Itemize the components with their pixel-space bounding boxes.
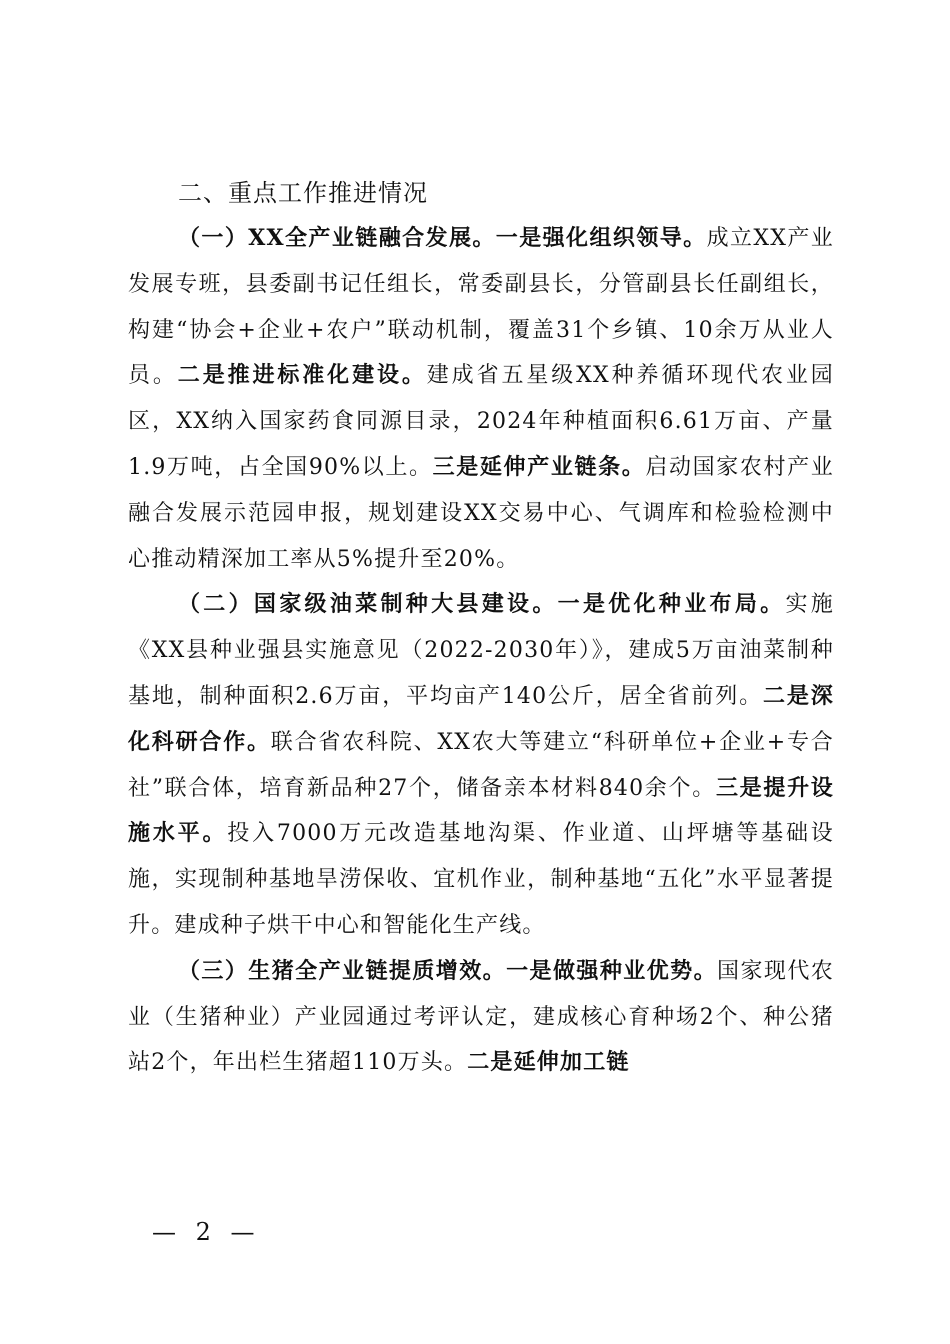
point-text: 国家现代农业（生猪种业）产业园通过考评认定，建成核心育种场2个、种公猪站2个，年出栏生猪超110万头。 xyxy=(128,958,834,1076)
point-lead: 二是推进标准化建设。 xyxy=(177,362,427,389)
paragraph-title: （一）XX全产业链融合发展。 xyxy=(178,225,496,251)
point-lead: 二是延伸加工链 xyxy=(467,1049,630,1076)
paragraph-title: （二）国家级油菜制种大县建设。 xyxy=(178,591,558,618)
section-heading: 二、重点工作推进情况 xyxy=(178,179,428,207)
paragraph-rapeseed-seed xyxy=(128,582,834,948)
document-body xyxy=(128,170,834,1086)
point-text: 实施《XX县种业强县实施意见（2022-2030年）》，建成5万亩油菜制种基地，制种面积2.6万亩，平均亩产140公斤，居全省前列。 xyxy=(128,592,834,709)
point-lead: 三是提升设施水平。 xyxy=(128,774,834,847)
point-lead: 二是深化科研合作。 xyxy=(128,682,834,755)
point-lead: 一是优化种业布局。 xyxy=(557,591,786,618)
paragraph-industry-chain xyxy=(128,216,834,582)
point-text: 联合省农科院、XX农大等建立“科研单位+企业+专合社”联合体，培育新品种27个，储备亲本材料840余个。 xyxy=(128,729,834,801)
paragraph-title: （三）生猪全产业链提质增效。 xyxy=(178,957,507,984)
point-lead: 一是做强种业优势。 xyxy=(506,957,718,984)
paragraph-hog-chain xyxy=(128,949,834,1086)
point-lead: 一是强化组织领导。 xyxy=(495,225,707,251)
point-text: 建成省五星级XX种养循环现代农业园区，XX纳入国家药食同源目录，2024年种植面积6.61万亩、产量1.9万吨，占全国90%以上。 xyxy=(128,363,834,480)
point-text: 启动国家农村产业融合发展示范园申报，规划建设XX交易中心、气调库和检验检测中心推动精深加工率从5%提升至20%。 xyxy=(128,454,834,572)
point-text: 投入7000万元改造基地沟渠、作业道、山坪塘等基础设施，实现制种基地旱涝保收、宜机作业，制种基地“五化”水平显著提升。建成种子烘干中心和智能化生产线。 xyxy=(128,821,834,938)
page-number: — 2 — xyxy=(152,1218,261,1246)
point-text: 成立XX产业发展专班，县委副书记任组长，常委副县长，分管副县长任副组长，构建“协会+企业+农户”联动机制，覆盖31个乡镇、10余万从业人员。 xyxy=(128,226,834,389)
point-lead: 三是延伸产业链条。 xyxy=(432,453,646,480)
